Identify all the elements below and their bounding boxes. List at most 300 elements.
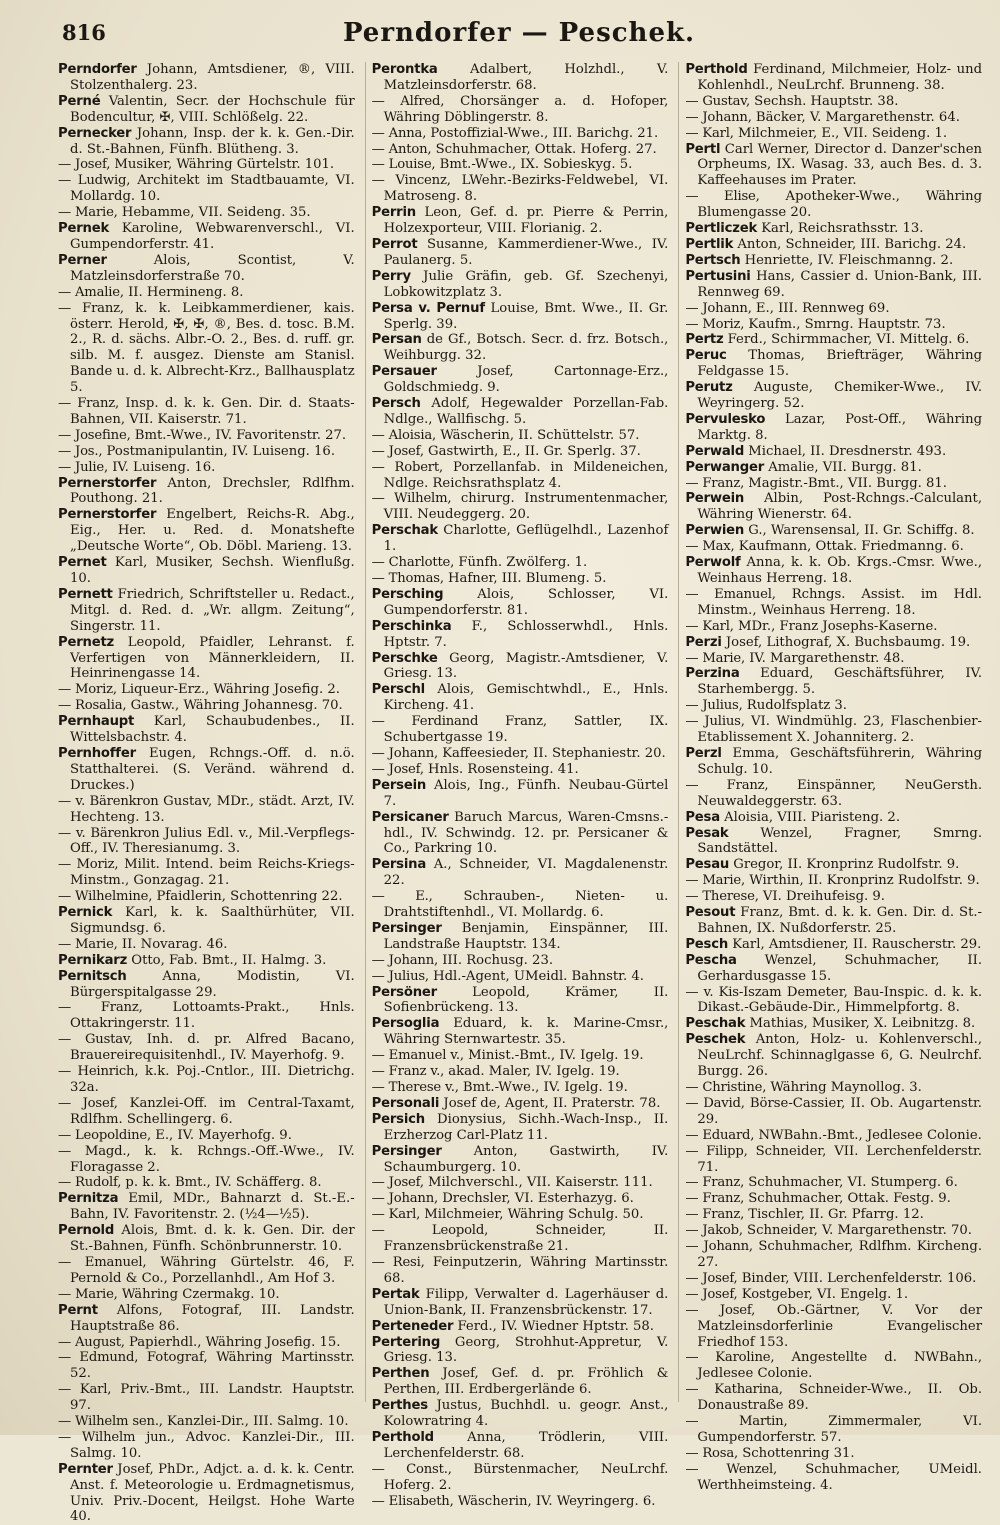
entry-name: Pesau — [685, 857, 730, 873]
directory-entry — [372, 491, 669, 523]
entry-details: Hans, Cassier d. Union-Bank, III. Rennweg 69. — [697, 268, 983, 300]
entry-details: Thomas, Briefträger, Währing Feldgasse 15. — [697, 348, 983, 380]
entry-details: chirurg. Instrumentenmacher, VIII. Neudeggerg. 20. — [383, 491, 669, 523]
directory-entry — [372, 1064, 669, 1080]
directory-columns — [52, 62, 986, 1525]
directory-entry — [685, 1128, 982, 1144]
entry-details: Susanne, Kammerdiener-Wwe., IV. Paulanerg. 5. — [383, 236, 669, 268]
directory-entry — [685, 1414, 982, 1446]
entry-details: Wäscherin, IV. Weyringerg. 6. — [453, 1493, 656, 1509]
directory-entry — [58, 1191, 355, 1223]
directory-entry — [58, 1335, 355, 1351]
entry-name: Perzi — [685, 634, 722, 650]
entry-name: — Katharina, — [685, 1382, 783, 1398]
entry-details: Hdl.-Agent, UMeidl. Bahnstr. 4. — [428, 968, 644, 984]
entry-name: — Moriz, — [58, 682, 117, 698]
directory-entry — [685, 1271, 982, 1287]
directory-entry — [685, 1032, 982, 1080]
directory-entry — [58, 507, 355, 555]
directory-entry — [685, 94, 982, 110]
directory-entry — [685, 348, 982, 380]
entry-name: — Const., — [371, 1461, 452, 1477]
entry-details: Magistr.-Bmt., VII. Burgg. 81. — [744, 475, 947, 491]
entry-details: Karl, Schaubudenbes., II. Wittelsbachstr. 4. — [70, 714, 355, 746]
entry-name: — Christine, — [685, 1080, 767, 1095]
entry-details: Schuhmacher, VI. Stumperg. 6. — [744, 1175, 958, 1191]
entry-name: — Josef, — [371, 443, 424, 459]
column-right — [678, 62, 986, 1493]
entry-details: Anton, Holz- u. Kohlenverschl., NeuLrchf. Schinnaglgasse 6, G. Neulrchf. Burgg. 26. — [697, 1032, 983, 1080]
directory-entry — [372, 969, 669, 985]
entry-details: Josef, Cartonnage-Erz., Goldschmiedg. 9. — [383, 364, 669, 396]
entry-name: — Gustav, — [58, 1032, 133, 1048]
directory-entry — [372, 762, 669, 778]
directory-entry — [58, 635, 355, 683]
directory-entry — [58, 205, 355, 221]
entry-name: Persching — [371, 586, 444, 602]
entry-name: Pernitza — [58, 1191, 119, 1207]
directory-entry — [58, 221, 355, 253]
entry-details: Karoline, Webwarenverschl., VI. Gumpendorferstr. 41. — [70, 221, 355, 252]
entry-name: Perwien — [685, 523, 745, 539]
directory-entry — [58, 937, 355, 953]
entry-details: Engelbert, Reichs-R. Abg., Eig., Her. u. Red. d. Monatshefte „Deutsche Worte“, Ob. Döbl. Marieng. 13. — [70, 507, 355, 555]
entry-details: Zimmermaler, VI. Gumpendorferstr. 57. — [697, 1414, 983, 1445]
directory-entry — [685, 1446, 982, 1462]
entry-name: Pernold — [58, 1223, 115, 1239]
directory-entry — [685, 62, 982, 94]
directory-entry — [372, 126, 669, 142]
entry-name: — Johann, — [685, 1239, 753, 1255]
directory-entry — [372, 619, 669, 651]
directory-entry — [372, 94, 669, 126]
directory-entry — [372, 555, 669, 571]
entry-details: Johann, Amtsdiener, ®, VIII. Stolzenthalerg. 23. — [70, 62, 355, 93]
entry-name: Pernek — [58, 221, 110, 237]
entry-details: Wäscherin, II. Schüttelstr. 57. — [436, 427, 640, 443]
directory-entry — [685, 937, 982, 953]
entry-details: Milchmeier, E., VII. Seideng. 1. — [733, 125, 948, 141]
entry-name: — Rosalia, — [58, 698, 127, 714]
directory-entry — [372, 157, 669, 173]
entry-name: Pertliczek — [685, 221, 758, 237]
entry-details: Kanzlei-Dir., III. Salmg. 10. — [162, 1414, 349, 1430]
directory-entry — [685, 110, 982, 126]
entry-details: Wenzel, Schuhmacher, II. Gerhardusgasse 15. — [697, 952, 983, 984]
directory-entry — [58, 126, 355, 158]
directory-entry — [58, 746, 355, 794]
entry-details: Alois, Scontist, V. Matzleinsdorferstraße 70. — [70, 252, 355, 284]
directory-entry — [58, 476, 355, 508]
directory-entry — [58, 905, 355, 937]
directory-entry — [372, 1223, 669, 1255]
entry-details: Emil, MDr., Bahnarzt d. St.-E.-Bahn, IV. Favoritenstr. 2. (½4—½5). — [70, 1191, 355, 1223]
entry-details: Aloisia, VIII. Piaristeng. 2. — [719, 809, 901, 825]
directory-entry — [372, 1016, 669, 1048]
directory-entry — [58, 1223, 355, 1255]
directory-entry — [58, 301, 355, 396]
directory-entry — [685, 1303, 982, 1351]
directory-entry — [58, 1350, 355, 1382]
entry-details: Adolf, Hegewalder Porzellan-Fab. Ndlge., Wallfischg. 5. — [383, 396, 669, 427]
directory-entry — [372, 142, 669, 158]
entry-details: Priv.-Bmt., III. Landstr. Hauptstr. 97. — [70, 1382, 355, 1414]
entry-details: Schneider, VII. Lerchenfelderstr. 71. — [697, 1143, 982, 1175]
directory-entry — [685, 1207, 982, 1223]
entry-details: Leopold, Pfaidler, Lehranst. f. Verfertigen von Männerkleidern, II. Heinrinengasse 14. — [70, 634, 355, 682]
entry-details: Leopold, Krämer, II. Sofienbrückeng. 13. — [383, 984, 669, 1016]
entry-name: Perrot — [371, 236, 418, 252]
directory-entry — [372, 1494, 669, 1510]
entry-name: Pervulesko — [685, 411, 766, 427]
entry-name: Perwein — [685, 491, 745, 507]
entry-name: Pertz — [685, 332, 724, 348]
entry-name: — Franz, — [58, 396, 119, 412]
entry-name: — Johann, — [371, 952, 439, 968]
directory-entry — [58, 1303, 355, 1335]
entry-name: — Wilhelm, — [371, 491, 452, 507]
directory-entry — [685, 460, 982, 476]
directory-entry — [372, 1144, 669, 1176]
entry-details: Louise, Bmt. Wwe., II. Gr. Sperlg. 39. — [383, 300, 669, 332]
entry-name: — v. Bärenkron — [58, 825, 160, 841]
entry-name: — Julius, — [685, 698, 743, 714]
directory-entry — [58, 1128, 355, 1144]
entry-details: Adalbert, Holzhdl., V. Matzleinsdorferstr. 68. — [383, 62, 669, 93]
directory-entry — [372, 1319, 669, 1335]
entry-details: k. k. Leibkammerdiener, kais. österr. Herold, ✠, ✠, ®, Bes. d. tosc. B.M. 2., R. d. sächs. Albr.-O. 2., Bes. d. ruff. gr. silb. M. f. ausgez. Dienste am Stanisl. Bande u. d. k. Albrecht-Krz., Ballhausplatz 5. — [70, 300, 355, 396]
entry-details: Schrauben-, Nieten- u. Drahtstiftenhdl., VI. Mollardg. 6. — [383, 889, 669, 921]
entry-details: Fünfh. Zwölferg. 1. — [454, 555, 588, 571]
directory-entry — [372, 1462, 669, 1494]
entry-details: Gregor, II. Kronprinz Rudolfstr. 9. — [729, 857, 960, 873]
entry-details: Emma, Geschäftsführerin, Währing Schulg. 10. — [697, 745, 983, 777]
entry-details: II. Hermineng. 8. — [123, 284, 244, 300]
entry-details: Alois, Ing., Fünfh. Neubau-Gürtel 7. — [383, 777, 669, 809]
entry-name: Perwald — [685, 443, 745, 459]
directory-entry — [685, 269, 982, 301]
entry-name: — Johann, — [685, 300, 752, 316]
entry-details: Schuhmacher, UMeidl. Werthheimsteing. 4. — [697, 1461, 983, 1493]
entry-details: Anna, Modistin, VI. Bürgerspitalgasse 29. — [70, 968, 355, 1000]
entry-details: Anton, Schneider, III. Barichg. 24. — [733, 236, 967, 252]
entry-details: Gastwirth, E., II. Gr. Sperlg. 37. — [423, 443, 641, 459]
directory-entry — [58, 1175, 355, 1191]
entry-details: Schuhmacher, Rdlfhm. Kircheng. 27. — [697, 1239, 983, 1270]
entry-details: IV. Luiseng. 16. — [108, 459, 216, 475]
entry-name: — Moriz, — [685, 316, 745, 332]
entry-name: — Josef, — [685, 1270, 738, 1286]
entry-name: Pesout — [685, 905, 736, 921]
entry-name: Perrin — [371, 205, 416, 221]
entry-details: Josef, Lithograf, X. Buchsbaumg. 19. — [721, 634, 971, 650]
entry-name: Pernerstorfer — [58, 475, 157, 491]
entry-details: Kostgeber, VI. Engelg. 1. — [737, 1286, 909, 1302]
entry-name: Perteneder — [371, 1318, 454, 1334]
entry-name: Pernhoffer — [58, 745, 136, 761]
entry-details: Milchverschl., VII. Kaiserstr. 111. — [423, 1175, 653, 1191]
directory-entry — [685, 651, 982, 667]
entry-details: Kaufmann, Ottak. Friedmanng. 6. — [734, 539, 964, 555]
entry-name: Persinger — [371, 1143, 442, 1159]
directory-entry — [685, 1382, 982, 1414]
directory-entry — [58, 94, 355, 126]
entry-name: — Julius, — [371, 968, 429, 984]
directory-entry — [685, 1096, 982, 1128]
entry-details: Eduard, k. k. Marine-Cmsr., Währing Sternwartestr. 35. — [383, 1016, 669, 1048]
entry-name: — Marie, — [685, 650, 746, 666]
directory-entry — [372, 173, 669, 205]
entry-details: Gastw., Währing Johannesg. 70. — [126, 698, 343, 714]
entry-details: Eduard, Geschäftsführer, IV. Starhembergg. 5. — [697, 666, 983, 698]
directory-entry — [685, 905, 982, 937]
entry-name: Pertak — [371, 1286, 420, 1302]
directory-entry — [372, 301, 669, 333]
entry-details: Schottenring 31. — [738, 1445, 855, 1461]
directory-entry — [685, 142, 982, 190]
directory-entry — [685, 221, 982, 237]
entry-name: — Vincenz, — [371, 173, 451, 189]
entry-name: Perndorfer — [58, 62, 137, 77]
directory-entry — [685, 523, 982, 539]
entry-name: Pernetz — [58, 634, 115, 650]
entry-details: Schneider, V. Margarethenstr. 70. — [742, 1223, 972, 1239]
directory-entry — [58, 1382, 355, 1414]
entry-name: — Alfred, — [371, 93, 445, 109]
directory-entry — [58, 1032, 355, 1064]
directory-entry — [685, 810, 982, 826]
entry-details: Rchngs. Assist. im Hdl. Minstm., Weinhaus Herreng. 18. — [697, 586, 982, 618]
directory-entry — [685, 444, 982, 460]
directory-entry — [685, 332, 982, 348]
entry-name: — Martin, — [685, 1414, 788, 1430]
directory-entry — [372, 889, 669, 921]
entry-details: Hebamme, VII. Seideng. 35. — [117, 205, 311, 221]
directory-entry — [372, 1255, 669, 1287]
entry-name: — Elise, — [685, 189, 760, 205]
entry-name: — Robert, — [371, 459, 443, 475]
directory-entry — [685, 1080, 982, 1096]
directory-entry — [372, 921, 669, 953]
directory-entry — [372, 1096, 669, 1112]
entry-name: — Rudolf, — [58, 1175, 122, 1191]
entry-details: Schuhmacher, Ottak. Hoferg. 27. — [431, 141, 657, 157]
directory-entry — [685, 1350, 982, 1382]
directory-entry — [58, 157, 355, 173]
entry-name: Persöner — [371, 984, 437, 1000]
directory-entry — [58, 1064, 355, 1096]
entry-details: Schuhmacher, Ottak. Festg. 9. — [744, 1191, 951, 1207]
entry-name: — Franz, — [58, 1000, 143, 1016]
entry-details: Porzellanfab. in Mildeneichen, Ndlge. Reichsrathsplatz 4. — [383, 459, 669, 491]
entry-name: Pernikarz — [58, 952, 128, 968]
entry-name: — Max, — [685, 539, 735, 555]
directory-entry — [58, 1430, 355, 1462]
directory-entry — [58, 953, 355, 969]
directory-entry — [58, 396, 355, 428]
entry-name: — David, — [685, 1095, 745, 1111]
directory-entry — [685, 1287, 982, 1303]
entry-name: Persan — [371, 332, 422, 348]
entry-details: Bäcker, V. Margarethenstr. 64. — [751, 109, 960, 125]
directory-entry — [685, 1462, 982, 1494]
entry-details: Georg, Strohhut-Appretur, V. Griesg. 13. — [383, 1334, 669, 1366]
directory-entry — [58, 1414, 355, 1430]
entry-name: — Anton, — [371, 141, 432, 157]
entry-details: Angestellte d. NWBahn., Jedlesee Colonie. — [697, 1350, 983, 1382]
entry-details: Inh. d. pr. Alfred Bacano, Brauereirequisitenhdl., IV. Mayerhofg. 9. — [70, 1032, 355, 1064]
entry-name: — Resi, — [371, 1254, 425, 1270]
entry-details: Otto, Fab. Bmt., II. Halmg. 3. — [127, 952, 327, 968]
entry-details: Ferdinand, Milchmeier, Holz- und Kohlenhdl., NeuLrchf. Brunneng. 38. — [697, 62, 983, 93]
directory-entry — [58, 682, 355, 698]
directory-entry — [58, 969, 355, 1001]
entry-details: Justus, Buchhdl. u. geogr. Anst., Kolowratring 4. — [383, 1398, 669, 1430]
entry-name: — Louise, — [371, 157, 436, 173]
directory-entry — [58, 555, 355, 587]
entry-name: — Johann, — [371, 1191, 439, 1207]
directory-entry — [372, 1191, 669, 1207]
directory-entry — [372, 62, 669, 94]
entry-details: Papierhdl., Währing Josefig. 15. — [124, 1334, 341, 1350]
entry-details: Postmanipulantin, IV. Luiseng. 16. — [102, 443, 336, 459]
directory-entry — [372, 571, 669, 587]
entry-details: G., Warensensal, II. Gr. Schiffg. 8. — [744, 523, 975, 539]
entry-name: Pescha — [685, 952, 737, 968]
directory-entry — [372, 1398, 669, 1430]
entry-details: Wenzel, Fragner, Smrng. Sandstättel. — [697, 825, 983, 857]
entry-name: Peschak — [685, 1016, 746, 1032]
entry-details: Ferd., Schirmmacher, VI. Mittelg. 6. — [723, 332, 970, 348]
directory-entry — [372, 205, 669, 237]
entry-details: E., IV. Mayerhofg. 9. — [151, 1127, 292, 1143]
directory-entry — [58, 62, 355, 94]
entry-details: Ferd., IV. Wiedner Hptstr. 58. — [453, 1318, 654, 1334]
directory-entry — [685, 953, 982, 985]
entry-name: Pertering — [371, 1334, 441, 1350]
directory-entry — [58, 889, 355, 905]
entry-details: Binder, VIII. Lerchenfelderstr. 106. — [737, 1270, 977, 1286]
directory-entry — [58, 285, 355, 301]
entry-name: — Amalie, — [58, 284, 124, 300]
entry-details: Bmt.-Wwe., IX. Sobieskyg. 5. — [435, 157, 633, 173]
entry-name: — Marie, — [58, 936, 118, 952]
entry-name: — Josef, — [685, 1302, 756, 1318]
entry-name: — Emanuel, — [685, 586, 776, 602]
entry-name: — Jakob, — [685, 1223, 743, 1239]
entry-name: Persich — [371, 1111, 425, 1127]
directory-entry — [58, 587, 355, 635]
entry-details: Julius Edl. v., Mil.-Verpflegs-Off., IV. Theresianumg. 3. — [70, 825, 355, 857]
entry-details: Georg, Magistr.-Amtsdiener, V. Griesg. 13. — [383, 650, 669, 682]
entry-details: Dionysius, Sichh.-Wach-Insp., II. Erzherzog Carl-Platz 11. — [383, 1111, 669, 1143]
directory-entry — [372, 269, 669, 301]
entry-name: — E., — [371, 889, 433, 905]
directory-entry — [372, 1048, 669, 1064]
entry-name: — Edmund, — [58, 1350, 139, 1366]
entry-details: Karl, Reichsrathsstr. 13. — [757, 221, 924, 237]
entry-details: Insp. d. k. k. Gen. Dir. d. Staats-Bahnen, VII. Kaiserstr. 71. — [70, 396, 355, 427]
entry-name: — Franz, — [685, 1175, 745, 1191]
directory-entry — [372, 396, 669, 428]
entry-name: — Josef, — [58, 157, 111, 173]
entry-details: Julie Gräfin, geb. Gf. Szechenyi, Lobkowitzplatz 3. — [383, 268, 669, 300]
directory-entry — [372, 523, 669, 555]
entry-name: — Wenzel, — [685, 1461, 777, 1477]
entry-name: — Josefine, — [58, 427, 131, 443]
entry-name: Pernter — [58, 1461, 113, 1477]
directory-entry — [685, 253, 982, 269]
entry-name: Persa v. Pernuf — [371, 300, 485, 316]
entry-details: Demeter, Bau-Inspic. d. k. k. Dikast.-Gebäude-Dir., Himmelpfortg. 8. — [697, 984, 983, 1016]
entry-details: Wirthin, II. Kronprinz Rudolfstr. 9. — [745, 873, 980, 889]
entry-details: Fotograf, Währing Martinsstr. 52. — [70, 1350, 355, 1382]
directory-entry — [685, 301, 982, 317]
directory-entry — [372, 985, 669, 1017]
entry-name: — Ferdinand Franz, — [371, 714, 547, 730]
entry-details: Kaufm., Smrng. Hauptstr. 73. — [744, 316, 946, 332]
directory-entry — [685, 189, 982, 221]
entry-details: k.k. Poj.-Cntlor., III. Dietrichg. 32a. — [70, 1064, 355, 1095]
directory-entry — [685, 539, 982, 555]
entry-name: Perwanger — [685, 459, 765, 475]
directory-entry — [58, 1462, 355, 1525]
entry-name: — Karl, — [685, 125, 734, 141]
entry-name: — Rosa, — [685, 1445, 739, 1461]
entry-details: de Gf., Botsch. Secr. d. frz. Botsch., Weihburgg. 32. — [383, 332, 669, 364]
entry-details: Josef, PhDr., Adjct. a. d. k. k. Centr. Anst. f. Meteorologie u. Erdmagnetismus, Univ. Priv.-Docent, Heilgst. Hohe Warte 40. — [70, 1461, 355, 1525]
directory-entry — [372, 444, 669, 460]
entry-details: Valentin, Secr. der Hochschule für Bodencultur, ✠, VIII. Schlößelg. 22. — [70, 93, 355, 125]
directory-entry — [685, 1175, 982, 1191]
directory-entry — [685, 587, 982, 619]
entry-details: Josef de, Agent, II. Praterstr. 78. — [439, 1095, 661, 1111]
entry-details: Anton, Gastwirth, IV. Schaumburgerg. 10. — [383, 1143, 669, 1175]
entry-details: E., III. Rennweg 69. — [751, 300, 890, 316]
entry-name: Perthold — [685, 62, 748, 77]
entry-name: Perthen — [371, 1366, 430, 1382]
directory-entry — [372, 1287, 669, 1319]
entry-name: Pesak — [685, 825, 729, 841]
entry-details: Friedrich, Schriftsteller u. Redact., Mitgl. d. Red. d. „Wr. allgm. Zeitung“, Singerstr. 11. — [70, 586, 355, 634]
entry-details: Rudolfsplatz 3. — [742, 698, 847, 714]
entry-name: — Aloisia, — [371, 427, 436, 443]
directory-entry — [372, 746, 669, 762]
directory-entry — [372, 953, 669, 969]
directory-entry — [685, 555, 982, 587]
directory-entry — [685, 698, 982, 714]
directory-entry — [372, 1207, 669, 1223]
directory-entry — [685, 857, 982, 873]
entry-details: Ob.-Gärtner, V. Vor der Matzleinsdorferlinie Evangelischer Friedhof 153. — [697, 1302, 983, 1350]
entry-name: — Karl, — [371, 1207, 421, 1223]
directory-entry — [685, 412, 982, 444]
directory-entry — [372, 587, 669, 619]
entry-name: Persicaner — [371, 809, 449, 825]
entry-name: — Wilhelm sen., — [58, 1414, 163, 1430]
entry-name: Perschke — [371, 650, 438, 666]
entry-details: LWehr.-Bezirks-Feldwebel, VI. Matroseng. 8. — [383, 173, 669, 205]
entry-details: MDr., Franz Josephs-Kaserne. — [733, 618, 938, 634]
directory-entry — [372, 1335, 669, 1367]
directory-entry — [58, 1096, 355, 1128]
entry-name: Perné — [58, 93, 101, 109]
directory-entry — [372, 1175, 669, 1191]
entry-name: Pernecker — [58, 125, 132, 141]
entry-name: Perzina — [685, 666, 740, 682]
entry-details: Alois, Bmt. d. k. k. Gen. Dir. der St.-Bahnen, Fünfh. Schönbrunnerstr. 10. — [70, 1223, 355, 1255]
directory-entry — [58, 1144, 355, 1176]
